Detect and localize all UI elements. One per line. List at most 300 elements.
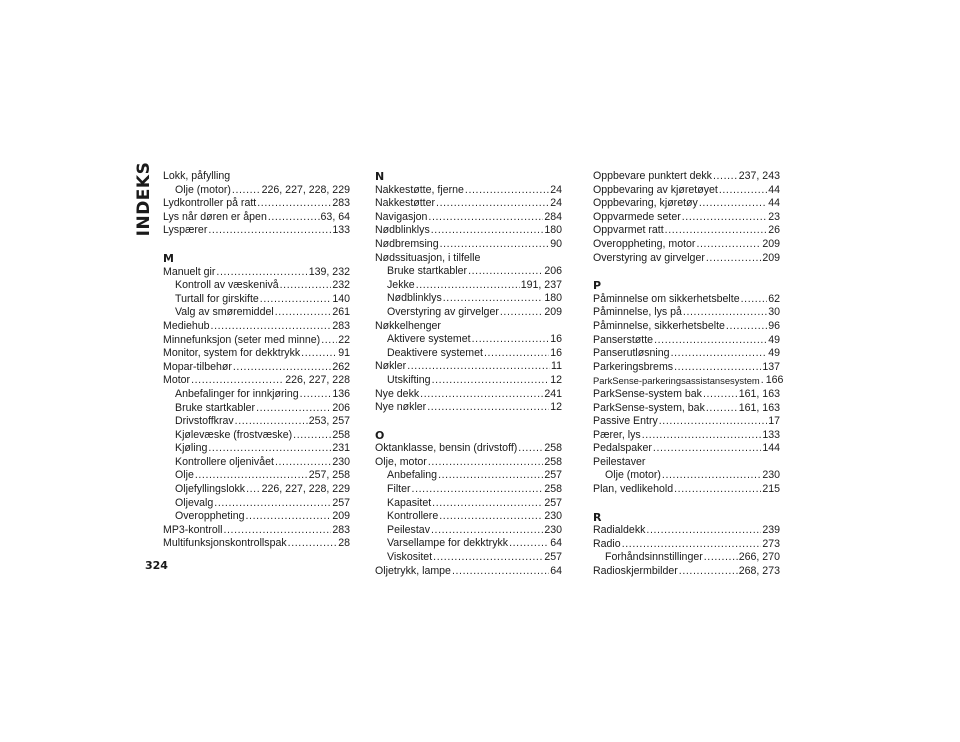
dot-leader xyxy=(659,415,767,429)
dot-leader xyxy=(256,402,331,416)
dot-leader xyxy=(472,333,550,347)
index-entry xyxy=(163,224,350,238)
entry-term: Oppbevaring, kjøretøy xyxy=(593,197,698,210)
index-entry xyxy=(163,197,350,211)
index-entry xyxy=(375,565,562,579)
dot-leader xyxy=(713,170,738,184)
index-subentry xyxy=(163,483,350,497)
entry-pages: 49 xyxy=(768,347,780,360)
dot-leader xyxy=(416,279,520,293)
entry-pages: 283 xyxy=(332,523,350,536)
entry-pages: 49 xyxy=(768,333,780,346)
index-subentry xyxy=(375,469,562,483)
dot-leader xyxy=(433,551,543,565)
entry-pages: 232 xyxy=(332,279,350,292)
index-subentry xyxy=(375,292,562,306)
dot-leader xyxy=(208,224,331,238)
index-entry xyxy=(593,211,780,225)
index-letter-heading: O xyxy=(375,428,385,442)
index-entry xyxy=(593,456,780,470)
dot-leader xyxy=(646,524,761,538)
dot-leader xyxy=(420,388,543,402)
entry-pages: 258 xyxy=(544,483,562,496)
dot-leader xyxy=(682,211,767,225)
dot-leader xyxy=(703,388,738,402)
index-entry xyxy=(375,211,562,225)
entry-term: Parkeringsbrems xyxy=(593,360,674,373)
entry-term: Aktivere systemet xyxy=(387,333,471,346)
dot-leader xyxy=(761,374,765,388)
dot-leader xyxy=(665,224,768,238)
index-subentry xyxy=(375,537,562,551)
index-entry xyxy=(593,429,780,443)
index-entry xyxy=(593,524,780,538)
entry-term: Påminnelse, sikkerhetsbelte xyxy=(593,319,725,332)
index-entry xyxy=(593,483,780,497)
entry-term: Nødbremsing xyxy=(375,237,439,250)
index-entry xyxy=(375,184,562,198)
entry-term: Navigasjon xyxy=(375,210,428,223)
index-subentry xyxy=(163,388,350,402)
entry-term: Jekke xyxy=(387,278,415,291)
index-subentry xyxy=(593,551,780,565)
entry-term: Lydkontroller på ratt xyxy=(163,197,257,210)
dot-leader xyxy=(275,456,331,470)
index-entry xyxy=(593,184,780,198)
entry-pages: 241 xyxy=(544,387,562,400)
index-letter-heading: N xyxy=(375,170,385,183)
entry-pages: 261 xyxy=(332,306,350,319)
section-tab-label: INDEKS xyxy=(134,161,154,237)
entry-pages: 22 xyxy=(338,333,350,346)
entry-term: Kontroll av væskenivå xyxy=(175,279,279,292)
entry-term: Panserstøtte xyxy=(593,333,654,346)
index-entry xyxy=(375,238,562,252)
dot-leader xyxy=(439,510,543,524)
dot-leader xyxy=(719,184,767,198)
entry-pages: 206 xyxy=(544,265,562,278)
dot-leader xyxy=(674,361,761,375)
dot-leader xyxy=(431,224,544,238)
entry-term: Overstyring av girvelger xyxy=(593,251,705,264)
entry-term: Lys når døren er åpen xyxy=(163,210,267,223)
entry-pages: 133 xyxy=(762,428,780,441)
entry-pages: 258 xyxy=(544,455,562,468)
dot-leader xyxy=(431,524,543,538)
index-subentry xyxy=(375,279,562,293)
index-entry xyxy=(593,388,780,402)
entry-term: Radialdekk xyxy=(593,524,646,537)
entry-term: Olje (motor) xyxy=(605,469,661,482)
entry-term: Oktanklasse, bensin (drivstoff) xyxy=(375,442,518,455)
entry-pages: 231 xyxy=(332,442,350,455)
entry-pages: 230 xyxy=(762,469,780,482)
index-entry xyxy=(593,238,780,252)
dot-leader xyxy=(233,361,331,375)
index-entry xyxy=(163,170,350,184)
dot-leader xyxy=(741,293,768,307)
dot-leader xyxy=(432,374,550,388)
entry-pages: 253, 257 xyxy=(308,415,350,428)
entry-term: ParkSense-system, bak xyxy=(593,401,705,414)
index-entry xyxy=(163,537,350,551)
entry-term: Monitor, system for dekktrykk xyxy=(163,347,301,360)
entry-pages: 257, 258 xyxy=(308,469,350,482)
entry-term: Pedalspaker xyxy=(593,442,652,455)
entry-term: Plan, vedlikehold xyxy=(593,483,674,496)
dot-leader xyxy=(432,497,543,511)
entry-pages: 268, 273 xyxy=(738,565,780,578)
entry-pages: 26 xyxy=(768,224,780,237)
index-column-2 xyxy=(375,170,562,578)
entry-term: Kontrollere oljenivået xyxy=(175,455,274,468)
dot-leader xyxy=(465,184,549,198)
entry-term: Bruke startkabler xyxy=(387,265,468,278)
index-entry xyxy=(593,252,780,266)
dot-leader xyxy=(191,374,284,388)
entry-pages: 191, 237 xyxy=(520,278,562,291)
index-entry xyxy=(163,361,350,375)
entry-pages: 257 xyxy=(544,496,562,509)
entry-pages: 226, 227, 228, 229 xyxy=(261,183,350,196)
index-subentry xyxy=(163,429,350,443)
entry-term: Kjølevæske (frostvæske) xyxy=(175,428,293,441)
entry-term: Drivstoffkrav xyxy=(175,415,234,428)
dot-leader xyxy=(706,252,761,266)
entry-pages: 273 xyxy=(762,537,780,550)
entry-pages: 215 xyxy=(762,483,780,496)
entry-pages: 180 xyxy=(544,224,562,237)
entry-term: Nye dekk xyxy=(375,387,420,400)
index-subentry xyxy=(375,347,562,361)
entry-pages: 262 xyxy=(332,360,350,373)
entry-term: Radio xyxy=(593,537,621,550)
entry-pages: 230 xyxy=(544,523,562,536)
dot-leader xyxy=(246,483,261,497)
index-entry xyxy=(375,320,562,334)
index-entry xyxy=(375,442,562,456)
entry-term: Peilestav xyxy=(387,523,430,536)
dot-leader xyxy=(412,483,544,497)
entry-term: Oljetrykk, lampe xyxy=(375,564,451,577)
entry-term: Oljevalg xyxy=(175,496,214,509)
dot-leader xyxy=(214,497,331,511)
index-subentry xyxy=(593,469,780,483)
entry-term: Påminnelse, lys på xyxy=(593,306,682,319)
entry-pages: 12 xyxy=(550,401,562,414)
index-entry xyxy=(375,401,562,415)
dot-leader xyxy=(216,266,307,280)
entry-pages: 90 xyxy=(550,237,562,250)
index-letter-heading: M xyxy=(163,251,174,265)
index-entry xyxy=(593,197,780,211)
entry-pages: 91 xyxy=(338,347,350,360)
entry-term: Pærer, lys xyxy=(593,428,641,441)
entry-pages: 44 xyxy=(768,183,780,196)
entry-pages: 63, 64 xyxy=(320,210,350,223)
dot-leader xyxy=(288,537,338,551)
entry-term: MP3-kontroll xyxy=(163,523,223,536)
index-subentry xyxy=(375,374,562,388)
index-entry xyxy=(163,374,350,388)
entry-pages: 62 xyxy=(768,292,780,305)
index-subentry xyxy=(375,524,562,538)
dot-leader xyxy=(427,401,549,415)
entry-pages: 23 xyxy=(768,210,780,223)
entry-term: Filter xyxy=(387,483,411,496)
dot-leader xyxy=(246,510,332,524)
entry-pages: 230 xyxy=(332,455,350,468)
index-entry xyxy=(163,211,350,225)
entry-term: Lokk, påfylling xyxy=(163,170,231,182)
entry-term: Oppbevaring av kjøretøyet xyxy=(593,183,718,196)
entry-term: Utskifting xyxy=(387,373,431,386)
entry-pages: 139, 232 xyxy=(308,265,350,278)
index-subentry xyxy=(375,497,562,511)
index-subentry xyxy=(163,442,350,456)
entry-pages: 206 xyxy=(332,401,350,414)
entry-term: Minnefunksjon (seter med minne) xyxy=(163,333,321,346)
entry-pages: 161, 163 xyxy=(738,401,780,414)
entry-term: Forhåndsinnstillinger xyxy=(605,551,703,564)
index-entry xyxy=(593,565,780,579)
entry-pages: 12 xyxy=(550,373,562,386)
index-entry xyxy=(375,224,562,238)
entry-pages: 266, 270 xyxy=(738,551,780,564)
entry-pages: 209 xyxy=(544,305,562,318)
entry-term: Nødblinklys xyxy=(375,224,430,237)
entry-term: Multifunksjonskontrollspak xyxy=(163,537,287,550)
entry-pages: 209 xyxy=(762,251,780,264)
entry-term: Anbefalinger for innkjøring xyxy=(175,387,299,400)
dot-leader xyxy=(268,211,320,225)
entry-term: Nøkkelhenger xyxy=(375,319,441,332)
dot-leader xyxy=(509,537,549,551)
entry-term: Olje, motor xyxy=(375,455,427,468)
entry-term: Motor xyxy=(163,374,191,387)
index-entry xyxy=(163,347,350,361)
entry-term: Radioskjermbilder xyxy=(593,565,678,578)
entry-pages: 283 xyxy=(332,319,350,332)
index-subentry xyxy=(163,402,350,416)
entry-pages: 16 xyxy=(550,346,562,359)
index-subentry xyxy=(163,293,350,307)
index-subentry xyxy=(375,483,562,497)
dot-leader xyxy=(699,197,767,211)
dot-leader xyxy=(280,279,332,293)
dot-leader xyxy=(321,334,337,348)
entry-term: Nøkler xyxy=(375,360,407,373)
entry-pages: 96 xyxy=(768,319,780,332)
dot-leader xyxy=(275,306,332,320)
dot-leader xyxy=(232,184,261,198)
dot-leader xyxy=(696,238,761,252)
index-entry xyxy=(375,456,562,470)
index-subentry xyxy=(163,497,350,511)
entry-term: Deaktivere systemet xyxy=(387,346,483,359)
index-entry xyxy=(593,334,780,348)
entry-pages: 166 xyxy=(765,374,784,387)
index-entry xyxy=(593,347,780,361)
entry-term: Nakkestøtte, fjerne xyxy=(375,183,464,196)
entry-pages: 161, 163 xyxy=(738,387,780,400)
entry-pages: 230 xyxy=(544,510,562,523)
entry-term: Panserutløsning xyxy=(593,347,670,360)
dot-leader xyxy=(293,429,331,443)
index-entry xyxy=(375,252,562,266)
dot-leader xyxy=(235,415,308,429)
entry-term: Lyspærer xyxy=(163,224,208,237)
entry-pages: 17 xyxy=(768,415,780,428)
entry-term: Anbefaling xyxy=(387,469,438,482)
entry-term: ParkSense-system bak xyxy=(593,387,702,400)
index-entry xyxy=(593,320,780,334)
index-entry xyxy=(163,334,350,348)
dot-leader xyxy=(653,442,761,456)
dot-leader xyxy=(726,320,767,334)
index-subentry xyxy=(163,415,350,429)
dot-leader xyxy=(484,347,549,361)
index-entry xyxy=(593,293,780,307)
entry-term: Varsellampe for dekktrykk xyxy=(387,537,509,550)
index-subentry xyxy=(163,184,350,198)
index-entry xyxy=(593,442,780,456)
entry-term: Påminnelse om sikkerhetsbelte xyxy=(593,292,740,305)
dot-leader xyxy=(468,265,543,279)
entry-term: Manuelt gir xyxy=(163,265,216,278)
dot-leader xyxy=(438,469,543,483)
index-subentry xyxy=(163,456,350,470)
entry-term: ParkSense-parkeringsassistansesystem xyxy=(593,375,760,387)
index-entry xyxy=(593,374,784,388)
entry-term: Olje (motor) xyxy=(175,183,231,196)
section-tab xyxy=(129,161,159,237)
dot-leader xyxy=(223,524,331,538)
index-entry xyxy=(375,388,562,402)
entry-term: Nødssituasjon, i tilfelle xyxy=(375,251,481,264)
dot-leader xyxy=(674,483,761,497)
dot-leader xyxy=(704,551,738,565)
entry-pages: 180 xyxy=(544,292,562,305)
dot-leader xyxy=(440,238,550,252)
index-letter-heading: R xyxy=(593,510,602,524)
dot-leader xyxy=(436,197,549,211)
entry-term: Overoppheting xyxy=(175,510,245,523)
dot-leader xyxy=(260,293,332,307)
entry-pages: 237, 243 xyxy=(738,170,780,182)
index-column-3 xyxy=(593,170,784,579)
dot-leader xyxy=(654,334,767,348)
entry-pages: 28 xyxy=(338,537,350,550)
entry-pages: 258 xyxy=(544,442,562,455)
entry-pages: 226, 227, 228, 229 xyxy=(261,483,350,496)
dot-leader xyxy=(208,442,331,456)
index-entry xyxy=(375,197,562,211)
page-number: 324 xyxy=(145,559,168,572)
entry-pages: 258 xyxy=(332,428,350,441)
dot-leader xyxy=(428,456,544,470)
dot-leader xyxy=(301,347,337,361)
entry-term: Oppvarmet ratt xyxy=(593,224,664,237)
index-letter-heading: P xyxy=(593,279,602,293)
entry-pages: 11 xyxy=(551,360,562,373)
entry-term: Peilestaver xyxy=(593,455,646,468)
entry-term: Overoppheting, motor xyxy=(593,237,696,250)
index-subentry xyxy=(163,469,350,483)
dot-leader xyxy=(622,538,762,552)
index-subentry xyxy=(375,333,562,347)
index-subentry xyxy=(375,265,562,279)
entry-pages: 209 xyxy=(332,510,350,523)
entry-pages: 257 xyxy=(544,469,562,482)
index-subentry xyxy=(163,279,350,293)
entry-pages: 284 xyxy=(544,210,562,223)
entry-term: Nakkestøtter xyxy=(375,197,436,210)
entry-pages: 30 xyxy=(768,306,780,319)
entry-term: Nødblinklys xyxy=(387,292,442,305)
index-column-1 xyxy=(163,170,350,551)
entry-pages: 24 xyxy=(550,183,562,196)
entry-pages: 133 xyxy=(332,224,350,237)
index-entry xyxy=(375,360,562,374)
entry-pages: 257 xyxy=(544,551,562,564)
entry-pages: 16 xyxy=(550,333,562,346)
entry-term: Nye nøkler xyxy=(375,401,427,414)
index-subentry xyxy=(375,551,562,565)
index-subentry xyxy=(163,510,350,524)
entry-pages: 209 xyxy=(762,237,780,250)
entry-pages: 239 xyxy=(762,524,780,537)
entry-pages: 136 xyxy=(332,387,350,400)
entry-term: Passive Entry xyxy=(593,415,658,428)
dot-leader xyxy=(662,469,761,483)
index-subentry xyxy=(375,510,562,524)
dot-leader xyxy=(257,197,331,211)
entry-term: Mediehub xyxy=(163,319,210,332)
index-entry xyxy=(593,361,780,375)
dot-leader xyxy=(671,347,768,361)
entry-pages: 140 xyxy=(332,292,350,305)
index-entry xyxy=(593,224,780,238)
index-subentry xyxy=(375,306,562,320)
entry-pages: 64 xyxy=(550,564,562,577)
dot-leader xyxy=(452,565,549,579)
entry-term: Kontrollere xyxy=(387,510,439,523)
entry-term: Valg av smøremiddel xyxy=(175,306,274,319)
dot-leader xyxy=(195,469,308,483)
entry-term: Turtall for girskifte xyxy=(175,292,259,305)
index-subentry xyxy=(163,306,350,320)
dot-leader xyxy=(706,402,738,416)
entry-pages: 226, 227, 228 xyxy=(285,374,350,387)
entry-term: Kapasitet xyxy=(387,496,432,509)
dot-leader xyxy=(683,306,767,320)
entry-pages: 283 xyxy=(332,197,350,210)
entry-term: Oljefyllingslokk xyxy=(175,483,246,496)
dot-leader xyxy=(443,292,544,306)
entry-pages: 24 xyxy=(550,197,562,210)
index-entry xyxy=(163,524,350,538)
index-entry xyxy=(593,170,780,184)
entry-term: Oppbevare punktert dekk xyxy=(593,170,712,182)
index-entry xyxy=(593,402,780,416)
entry-term: Olje xyxy=(175,469,194,482)
index-entry xyxy=(163,266,350,280)
entry-term: Bruke startkabler xyxy=(175,401,256,414)
entry-pages: 44 xyxy=(768,197,780,210)
entry-term: Oppvarmede seter xyxy=(593,210,681,223)
entry-pages: 137 xyxy=(762,360,780,373)
